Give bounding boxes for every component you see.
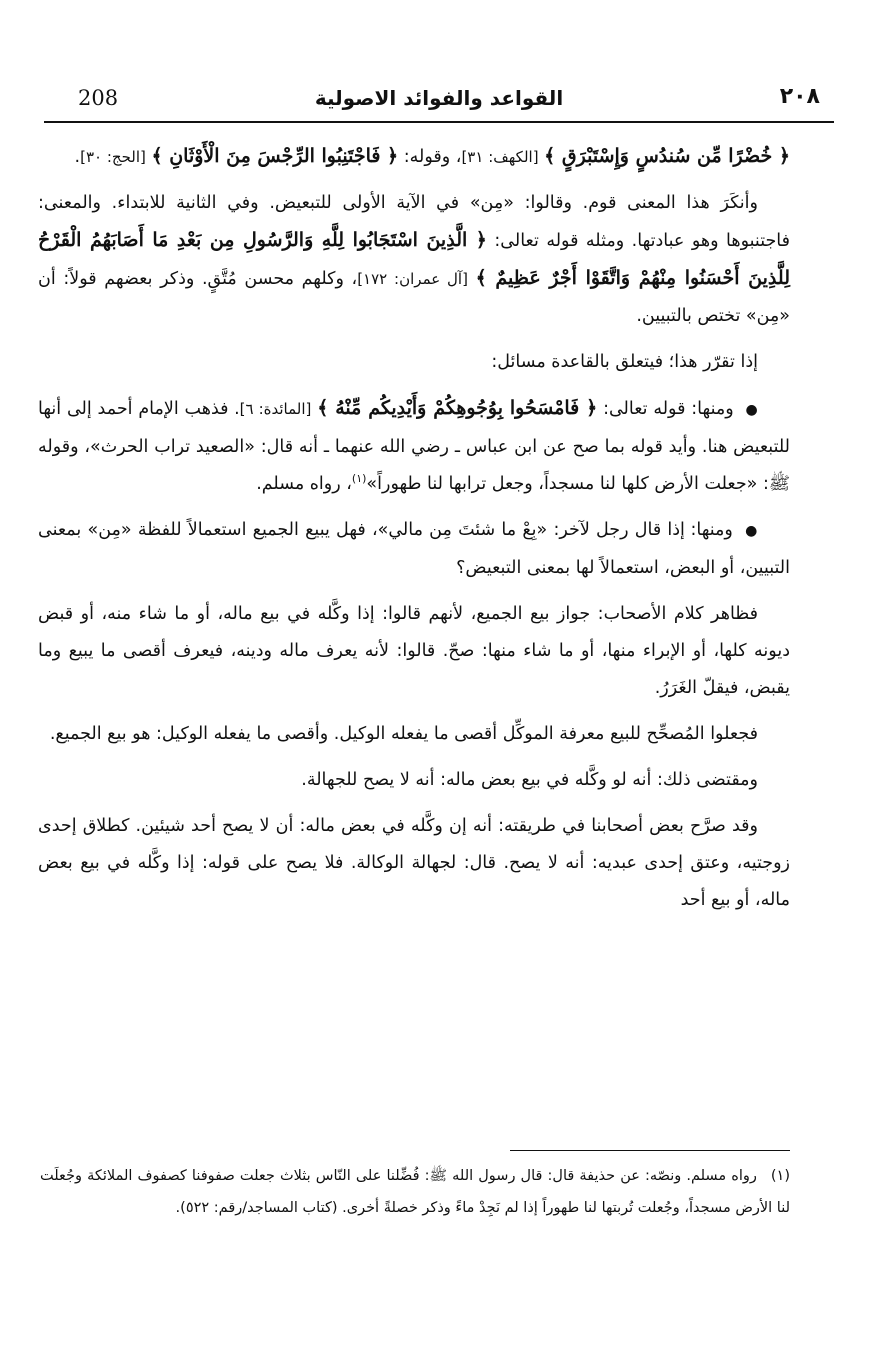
paragraph-7: فجعلوا المُصحِّح للبيع معرفة الموكِّل أقصى ما يفعله الوكيل. وأقصى ما يفعله الوكيل: هو بيع الجميع. [49,724,758,744]
paragraph-text: ، وكلهم محسن مُتَّقٍ. وذكر بعضهم قولاً: أن «مِن» تختص بالتبيين. [38,269,790,326]
footnote-rule [510,1150,790,1151]
quran-verse: ﴿ الَّذِينَ اسْتَجَابُوا لِلَّهِ وَالرَّسُولِ مِن بَعْدِ مَا أَصَابَهُمُ الْقَرْحُ لِلَّذِينَ أَحْسَنُوا مِنْهُمْ وَاتَّقَوْا أَجْرٌ عَظِيمٌ ﴾ [38,229,790,289]
paragraph-3: إذا تقرّر هذا؛ فيتعلق بالقاعدة مسائل: [491,352,758,372]
footnote-marker: (١) [351,472,367,486]
running-header [44,82,834,122]
footnotes [40,1160,790,1224]
paragraph-text: وأنكَرَ هذا المعنى قوم. وقالوا: «مِن» في الآية الأولى للتبعيض. وفي الثانية للابتداء. والمعنى: فاجتنبوها وهو عبادتها. ومثله قوله تعالى: [38,193,790,251]
header-rule [44,121,834,123]
quran-verse: ﴿ فَامْسَحُوا بِوُجُوهِكُمْ وَأَيْدِيكُم مِّنْهُ ﴾ [317,397,598,419]
footnote [40,1160,790,1224]
paragraph-6: فظاهر كلام الأصحاب: جواز بيع الجميع، لأنهم قالوا: إذا وكَّله في بيع ماله، أو ما شاء منه، أو قبض ديونه كلها، أو الإبراء منها، أو ما شاء منها: صحّ. قالوا: لأنه يعرف ماله ودينه، فيعرف أقصى ما يبيع وما يقبض، فيقلّ الغَرَرُ. [38,604,790,698]
footnote-text: رواه مسلم. ونصّه: عن حذيفة قال: قال رسول الله ﷺ: فُضِّلنا على النّاس بثلاث جعلت صفوفنا كصفوف الملائكة وجُعلَت لنا الأرض مسجداً، وجُعلت تُربتها لنا طهوراً إذا لم نَجِدْ ماءً وذكر خصلةً أخرى. (كتاب المساجد/رقم: ٥٢٢). [40,1168,790,1216]
paragraph-9: وقد صرَّح بعض أصحابنا في طريقته: أنه إن وكَّله في بعض ماله: أن لا يصح أحد شيئين. كطلاق إحدى زوجتيه، وعتق إحدى عبديه: أنه لا يصح. قال: لجهالة الوكالة. فلا يصح على قوله: إذا وكَّله في بيع بعض ماله، أو بيع أحد [38,816,790,910]
verse-reference: [الحج: ٣٠] [80,148,146,166]
quran-verse: ﴿ فَاجْتَنِبُوا الرِّجْسَ مِنَ الْأَوْثَانِ ﴾ [151,145,399,167]
running-title: القواعد والفوائد الاصولية [314,86,564,110]
paragraph-text: ومنها: إذا قال رجل لآخر: «بِعْ ما شئتَ مِن مالي»، فهل يبيع الجميع استعمالاً للفظة «مِن» بمعنى التبيين، أو البعض، استعمالاً لها بمعنى التبعيض؟ [38,520,790,578]
paragraph-text: ، وقوله: [398,147,462,167]
paragraph-2 [38,185,790,335]
quran-verse: ﴿ خُضْرًا مِّن سُندُسٍ وَإِسْتَبْرَقٍ ﴾ [544,145,790,167]
paragraph-5 [38,512,790,587]
bullet-icon: ● [745,523,758,539]
main-text [38,138,790,928]
paragraph-8: ومقتضى ذلك: أنه لو وكَّله في بيع بعض ماله: أنه لا يصح للجهالة. [301,770,758,790]
bullet-icon: ● [745,402,758,418]
verse-reference: [الكهف: ٣١] [461,148,539,166]
paragraph-text: ، رواه مسلم. [256,474,352,494]
page-number-latin: 208 [78,86,119,110]
page-number-arabic: ٢٠٨ [779,84,820,109]
verse-reference: [آل عمران: ١٧٢] [357,270,468,288]
paragraph-text: ومنها: قوله تعالى: [597,399,734,419]
paragraph-1 [38,138,790,176]
verse-reference: [المائدة: ٦] [239,400,312,418]
footnote-number: (١) [770,1168,790,1184]
paragraph-text: . [74,147,81,167]
paragraph-4 [38,390,790,503]
paragraph-text: . فذهب الإمام أحمد إلى أنها للتبعيض هنا. وأيد قوله بما صح عن ابن عباس ـ رضي الله عنهما ـ أنه قال: «الصعيد تراب الحرث»، وقوله ﷺ: «جعلت الأرض كلها لنا مسجداً، وجعل ترابها لنا طهوراً» [38,399,790,494]
